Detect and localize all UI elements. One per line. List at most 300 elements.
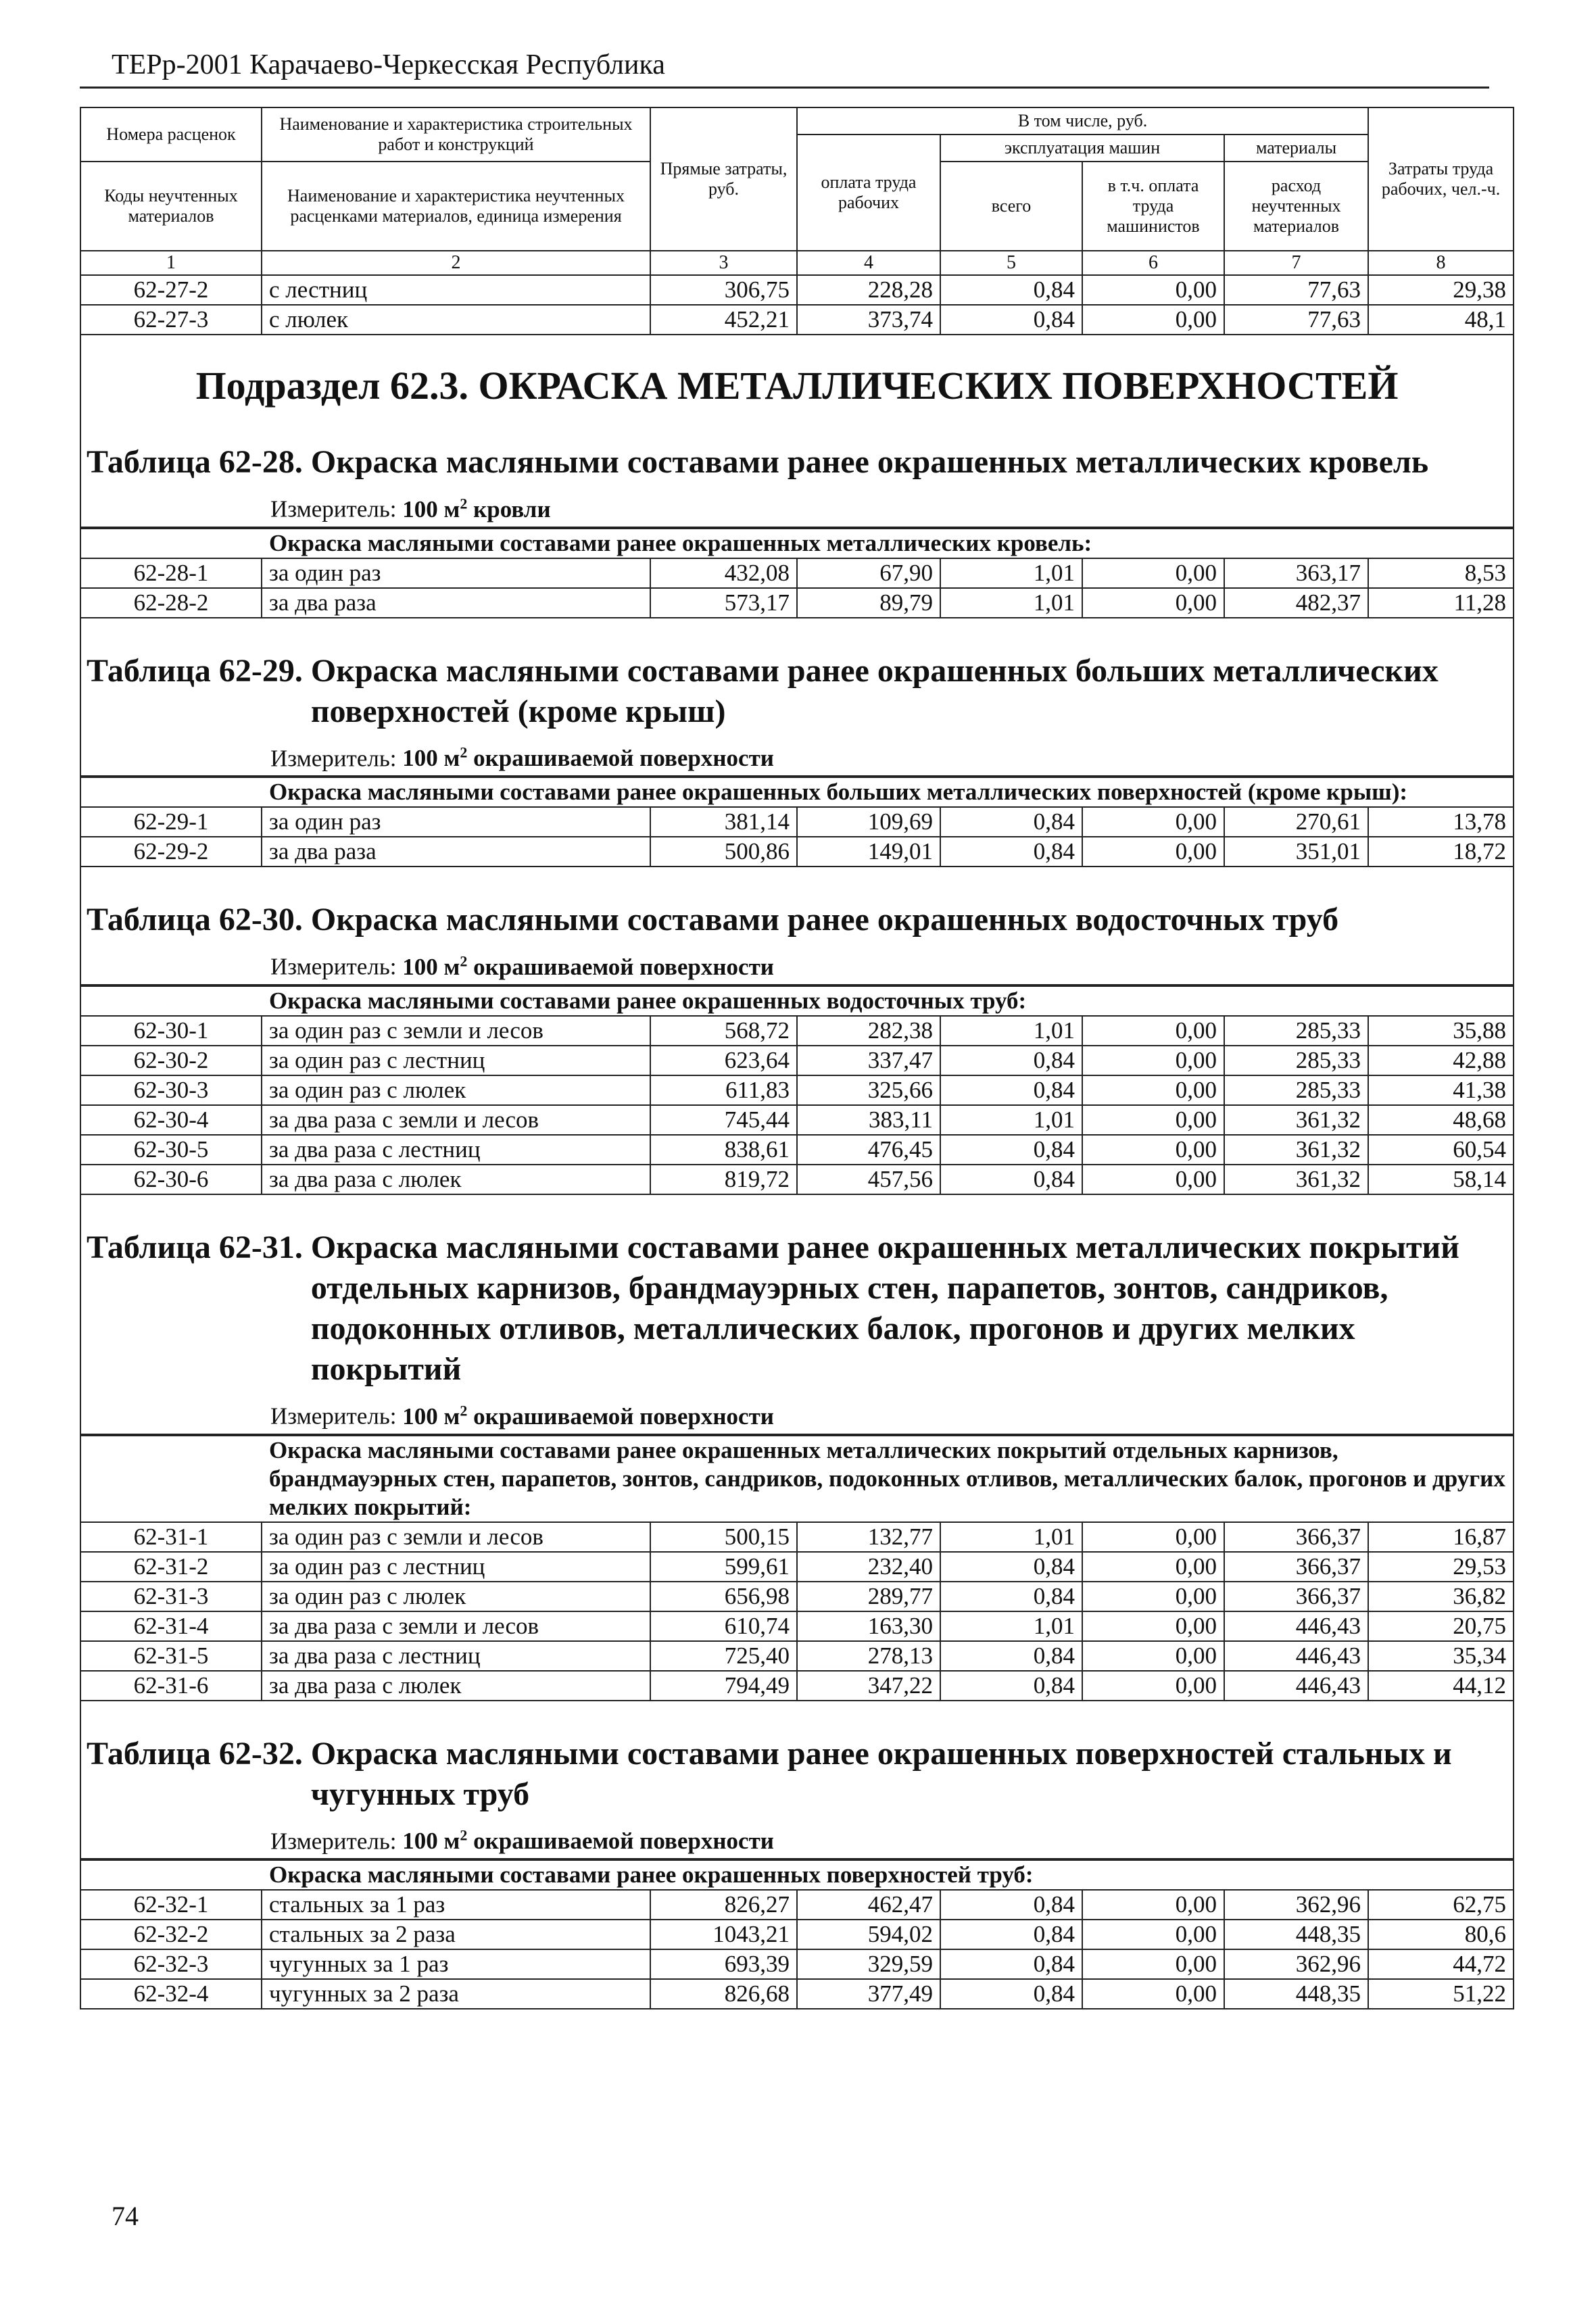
cell-direct: 500,15 [650,1522,797,1552]
table-label: Таблица 62-31. [87,1229,311,1265]
sectionrow-row [80,430,1514,529]
header-wages: оплата труда рабочих [797,135,940,251]
table-row [80,1949,1514,1979]
table-measure [81,944,1513,985]
table-title-text: Окраска масляными составами ранее окрашенных больших металлических поверхностей (кроме крыш) [310,652,1438,729]
cell-direct: 452,21 [650,305,797,335]
cell-name: за один раз [262,558,650,588]
cell-wages: 278,13 [797,1641,940,1671]
sectionrow-row [80,639,1514,778]
cell-direct: 306,75 [650,275,797,305]
cell-operators: 0,00 [1082,1671,1224,1701]
header-materials: материалы [1224,135,1368,162]
measure-prefix: Измеритель: [270,1403,403,1430]
cell-direct: 500,86 [650,837,797,867]
cell-operators: 0,00 [1082,1979,1224,2009]
table-row [80,1611,1514,1641]
header-machines: эксплуатация машин [940,135,1224,162]
measure-suffix: окрашиваемой поверхности [467,1403,774,1430]
table-label: Таблица 62-30. [87,902,311,938]
gap-row [80,867,1514,887]
cell-labor: 42,88 [1368,1046,1514,1075]
cell-labor: 35,34 [1368,1641,1514,1671]
table-caption [81,1215,1513,1435]
table-title [81,887,1513,944]
cell-materials: 366,37 [1224,1552,1368,1582]
cell-materials: 448,35 [1224,1920,1368,1949]
cell-name: с лестниц [262,275,650,305]
cell-name: за один раз с лестниц [262,1046,650,1075]
cell-machines: 1,01 [940,1016,1082,1046]
cell-operators: 0,00 [1082,1890,1224,1920]
header-codes-bottom: Коды неучтенных материалов [80,162,262,251]
cell-labor: 44,72 [1368,1949,1514,1979]
cell-direct: 826,27 [650,1890,797,1920]
cell-operators: 0,00 [1082,1165,1224,1194]
cell-wages: 132,77 [797,1522,940,1552]
measure-prefix: Измеритель: [270,953,403,980]
cell-direct: 611,83 [650,1075,797,1105]
cell-direct: 573,17 [650,588,797,618]
cell-machines: 0,84 [940,1165,1082,1194]
cell-labor: 13,78 [1368,807,1514,837]
cell-direct: 826,68 [650,1979,797,2009]
measure-unit [402,496,550,522]
cell-machines: 0,84 [940,1920,1082,1949]
cell-wages: 89,79 [797,588,940,618]
sectionrow-row [80,1722,1514,1861]
cell-direct: 568,72 [650,1016,797,1046]
measure-superscript: 2 [460,1401,468,1419]
table-body [80,275,1514,2009]
cell-name: за один раз с люлек [262,1075,650,1105]
grouprow-row [80,986,1514,1016]
table-title [81,430,1513,487]
cell-operators: 0,00 [1082,1046,1224,1075]
page-header: ТЕРр-2001 Карачаево-Черкесская Республика [112,49,665,80]
table-row [80,1552,1514,1582]
cell-labor: 58,14 [1368,1165,1514,1194]
cell-direct: 432,08 [650,558,797,588]
cell-direct: 838,61 [650,1135,797,1165]
table-row [80,1671,1514,1701]
cell-code: 62-27-3 [80,305,262,335]
measure-unit [402,1403,774,1430]
gap-row [80,1701,1514,1722]
cell-operators: 0,00 [1082,305,1224,335]
cell-wages: 594,02 [797,1920,940,1949]
table-row [80,1920,1514,1949]
cell-machines: 1,01 [940,1611,1082,1641]
table-label: Таблица 62-32. [87,1735,311,1772]
cell-materials: 366,37 [1224,1522,1368,1552]
header-direct-costs: Прямые затраты, руб. [650,107,797,251]
cell-labor: 62,75 [1368,1890,1514,1920]
cell-materials: 446,43 [1224,1611,1368,1641]
cell-materials: 363,17 [1224,558,1368,588]
cell-labor: 35,88 [1368,1016,1514,1046]
column-number: 6 [1082,251,1224,275]
cell-materials: 285,33 [1224,1046,1368,1075]
column-number: 7 [1224,251,1368,275]
table-title-text: Окраска масляными составами ранее окрашенных водосточных труб [310,902,1339,938]
cell-code: 62-31-4 [80,1611,262,1641]
cell-operators: 0,00 [1082,1552,1224,1582]
group-heading: Окраска масляными составами ранее окрашенных водосточных труб: [80,986,1514,1016]
cell-name: за один раз [262,807,650,837]
cell-labor: 51,22 [1368,1979,1514,2009]
cell-machines: 1,01 [940,588,1082,618]
cell-machines: 0,84 [940,1949,1082,1979]
cell-direct: 725,40 [650,1641,797,1671]
cell-operators: 0,00 [1082,1016,1224,1046]
sectionrow-cell [80,639,1514,778]
cell-materials: 351,01 [1224,837,1368,867]
gap-cell [80,1194,1514,1215]
cell-wages: 289,77 [797,1582,940,1611]
measure-superscript: 2 [460,952,468,970]
cell-name: за два раза с лестниц [262,1135,650,1165]
table-row [80,1890,1514,1920]
table-row [80,1135,1514,1165]
cell-operators: 0,00 [1082,1135,1224,1165]
table-row [80,1979,1514,2009]
cell-code: 62-30-3 [80,1075,262,1105]
header-machines-total: всего [940,162,1082,251]
cell-labor: 48,1 [1368,305,1514,335]
cell-name: за один раз с земли и лесов [262,1522,650,1552]
cell-code: 62-31-3 [80,1582,262,1611]
cell-machines: 0,84 [940,837,1082,867]
cell-code: 62-32-3 [80,1949,262,1979]
table-row [80,1105,1514,1135]
sectionrow-cell [80,1722,1514,1861]
cell-operators: 0,00 [1082,588,1224,618]
measure-unit [402,954,774,980]
cell-code: 62-28-2 [80,588,262,618]
cell-materials: 362,96 [1224,1890,1368,1920]
table-row [80,837,1514,867]
cell-code: 62-30-1 [80,1016,262,1046]
sectionrow-cell [80,430,1514,529]
sectionrow-cell [80,335,1514,430]
cell-name: за один раз с земли и лесов [262,1016,650,1046]
cell-name: за два раза [262,588,650,618]
table-title-text: Окраска масляными составами ранее окрашенных поверхностей стальных и чугунных труб [310,1735,1452,1812]
group-heading: Окраска масляными составами ранее окрашенных металлических покрытий отдельных карнизов, брандмауэрных стен, парапетов, зонтов, сандриков, подоконных отливов, металлических балок, прогонов и других мелких покрытий: [80,1436,1514,1522]
cell-operators: 0,00 [1082,1075,1224,1105]
subsection-title: Подраздел 62.3. ОКРАСКА МЕТАЛЛИЧЕСКИХ ПОВЕРХНОСТЕЙ [195,364,1399,408]
header-materials-consumption: расход неучтенных материалов [1224,162,1368,251]
cell-wages: 163,30 [797,1611,940,1641]
cell-code: 62-30-5 [80,1135,262,1165]
page-number: 74 [112,2201,139,2231]
grouprow-row [80,529,1514,558]
cell-name: чугунных за 2 раза [262,1979,650,2009]
measure-value: 100 м [402,953,460,980]
cell-labor: 29,53 [1368,1552,1514,1582]
measure-unit [402,1828,774,1854]
column-number: 2 [262,251,650,275]
measure-superscript: 2 [460,744,468,761]
cell-name: чугунных за 1 раз [262,1949,650,1979]
cell-name: стальных за 1 раз [262,1890,650,1920]
cell-direct: 819,72 [650,1165,797,1194]
table-row [80,305,1514,335]
cell-code: 62-31-5 [80,1641,262,1671]
cell-operators: 0,00 [1082,1949,1224,1979]
cell-wages: 329,59 [797,1949,940,1979]
cell-name: с люлек [262,305,650,335]
table-title [81,1722,1513,1819]
cell-labor: 29,38 [1368,275,1514,305]
table-head [80,107,1514,275]
cell-machines: 0,84 [940,1890,1082,1920]
cell-code: 62-32-4 [80,1979,262,2009]
cell-direct: 381,14 [650,807,797,837]
cell-code: 62-30-6 [80,1165,262,1194]
table-caption [81,430,1513,528]
measure-suffix: окрашиваемой поверхности [467,745,774,772]
cell-code: 62-32-2 [80,1920,262,1949]
cell-labor: 20,75 [1368,1611,1514,1641]
cell-direct: 623,64 [650,1046,797,1075]
cell-materials: 361,32 [1224,1165,1368,1194]
cell-operators: 0,00 [1082,1522,1224,1552]
cell-materials: 446,43 [1224,1641,1368,1671]
cell-machines: 0,84 [940,305,1082,335]
cell-operators: 0,00 [1082,1920,1224,1949]
cell-code: 62-29-2 [80,837,262,867]
sectionrow-cell [80,887,1514,986]
cell-wages: 476,45 [797,1135,940,1165]
sectionrow-row [80,887,1514,986]
header-rule [80,87,1489,89]
cell-machines: 0,84 [940,1582,1082,1611]
grouprow-row [80,777,1514,807]
cell-code: 62-31-6 [80,1671,262,1701]
measure-suffix: окрашиваемой поверхности [467,1828,774,1855]
cell-code: 62-27-2 [80,275,262,305]
cell-wages: 228,28 [797,275,940,305]
cell-materials: 366,37 [1224,1582,1368,1611]
header-name-bottom: Наименование и характеристика неучтенных расценками материалов, единица измерения [262,162,650,251]
cell-name: за два раза с люлек [262,1165,650,1194]
cell-labor: 11,28 [1368,588,1514,618]
cell-wages: 67,90 [797,558,940,588]
table-title [81,639,1513,736]
cell-operators: 0,00 [1082,275,1224,305]
table-title-text: Окраска масляными составами ранее окрашенных металлических покрытий отдельных карнизов, брандмауэрных стен, парапетов, зонтов, сандриков, подоконных отливов, металлических балок, прогонов и других мелких покрытий [310,1229,1459,1387]
cell-code: 62-31-1 [80,1522,262,1552]
cell-operators: 0,00 [1082,837,1224,867]
cell-labor: 44,12 [1368,1671,1514,1701]
measure-unit [402,745,774,771]
table-title [81,1215,1513,1394]
cell-name: за два раза с земли и лесов [262,1611,650,1641]
cell-direct: 745,44 [650,1105,797,1135]
cell-materials: 361,32 [1224,1105,1368,1135]
table-row [80,1046,1514,1075]
cell-wages: 232,40 [797,1552,940,1582]
cell-wages: 282,38 [797,1016,940,1046]
cell-direct: 656,98 [650,1582,797,1611]
sectionrow-row [80,335,1514,430]
header-operators-wages: в т.ч. оплата труда машинистов [1082,162,1224,251]
cell-direct: 599,61 [650,1552,797,1582]
cell-machines: 1,01 [940,1105,1082,1135]
gap-row [80,1194,1514,1215]
cell-materials: 482,37 [1224,588,1368,618]
cell-machines: 0,84 [940,807,1082,837]
header-codes-top: Номера расценок [80,107,262,162]
cell-labor: 18,72 [1368,837,1514,867]
table-row [80,558,1514,588]
cell-direct: 794,49 [650,1671,797,1701]
table-measure [81,487,1513,528]
cell-code: 62-28-1 [80,558,262,588]
group-heading: Окраска масляными составами ранее окрашенных поверхностей труб: [80,1860,1514,1890]
cell-materials: 77,63 [1224,275,1368,305]
cell-operators: 0,00 [1082,1611,1224,1641]
table-measure [81,736,1513,777]
cell-labor: 41,38 [1368,1075,1514,1105]
table-label: Таблица 62-29. [87,652,311,689]
cell-materials: 270,61 [1224,807,1368,837]
table-row [80,1582,1514,1611]
sectionrow-row [80,1215,1514,1436]
table-caption [81,639,1513,777]
table-row [80,1641,1514,1671]
cell-machines: 0,84 [940,1552,1082,1582]
header-name-top: Наименование и характеристика строительных работ и конструкций [262,107,650,162]
cell-materials: 361,32 [1224,1135,1368,1165]
cell-operators: 0,00 [1082,1105,1224,1135]
cell-code: 62-32-1 [80,1890,262,1920]
cell-wages: 373,74 [797,305,940,335]
cell-direct: 1043,21 [650,1920,797,1949]
grouprow-row [80,1860,1514,1890]
table-row [80,588,1514,618]
cell-name: за два раза с земли и лесов [262,1105,650,1135]
cell-code: 62-29-1 [80,807,262,837]
cell-labor: 36,82 [1368,1582,1514,1611]
measure-superscript: 2 [460,1826,468,1844]
measure-prefix: Измеритель: [270,495,403,522]
cell-machines: 0,84 [940,1671,1082,1701]
cell-materials: 285,33 [1224,1075,1368,1105]
cell-operators: 0,00 [1082,807,1224,837]
measure-value: 100 м [402,1403,460,1430]
cell-labor: 48,68 [1368,1105,1514,1135]
sectionrow-cell [80,1215,1514,1436]
measure-superscript: 2 [460,495,468,512]
cell-materials: 446,43 [1224,1671,1368,1701]
grouprow-row [80,1436,1514,1522]
cell-operators: 0,00 [1082,1582,1224,1611]
table-caption [81,887,1513,985]
cell-name: за один раз с лестниц [262,1552,650,1582]
header-including: В том числе, руб. [797,107,1368,135]
cell-operators: 0,00 [1082,558,1224,588]
cell-machines: 0,84 [940,1979,1082,2009]
cell-machines: 0,84 [940,1135,1082,1165]
cell-machines: 0,84 [940,1046,1082,1075]
cell-wages: 462,47 [797,1890,940,1920]
cell-materials: 448,35 [1224,1979,1368,2009]
column-number: 3 [650,251,797,275]
cell-direct: 693,39 [650,1949,797,1979]
cell-wages: 337,47 [797,1046,940,1075]
cell-name: за два раза [262,837,650,867]
measure-suffix: окрашиваемой поверхности [467,953,774,980]
measure-prefix: Измеритель: [270,745,403,772]
gap-row [80,618,1514,639]
column-number: 1 [80,251,262,275]
cell-materials: 362,96 [1224,1949,1368,1979]
cell-labor: 80,6 [1368,1920,1514,1949]
cell-name: за один раз с люлек [262,1582,650,1611]
table-row [80,1075,1514,1105]
cell-direct: 610,74 [650,1611,797,1641]
cell-materials: 77,63 [1224,305,1368,335]
cell-materials: 285,33 [1224,1016,1368,1046]
measure-value: 100 м [402,495,460,522]
rates-table [80,107,1514,2009]
table-row [80,1165,1514,1194]
rates-document [80,107,1513,2009]
table-label: Таблица 62-28. [87,444,311,480]
cell-wages: 325,66 [797,1075,940,1105]
cell-code: 62-31-2 [80,1552,262,1582]
cell-wages: 377,49 [797,1979,940,2009]
gap-cell [80,1701,1514,1722]
cell-labor: 60,54 [1368,1135,1514,1165]
cell-machines: 0,84 [940,275,1082,305]
header-labor-costs: Затраты труда рабочих, чел.-ч. [1368,107,1514,251]
cell-machines: 1,01 [940,1522,1082,1552]
cell-labor: 16,87 [1368,1522,1514,1552]
gap-cell [80,618,1514,639]
cell-machines: 1,01 [940,558,1082,588]
cell-labor: 8,53 [1368,558,1514,588]
table-measure [81,1819,1513,1860]
table-title-text: Окраска масляными составами ранее окрашенных металлических кровель [310,444,1429,480]
measure-suffix: кровли [467,495,551,522]
table-caption [81,1722,1513,1860]
cell-code: 62-30-2 [80,1046,262,1075]
table-measure [81,1394,1513,1435]
cell-machines: 0,84 [940,1075,1082,1105]
measure-value: 100 м [402,745,460,772]
group-heading: Окраска масляными составами ранее окрашенных металлических кровель: [80,529,1514,558]
table-row [80,807,1514,837]
cell-name: стальных за 2 раза [262,1920,650,1949]
table-row [80,275,1514,305]
cell-operators: 0,00 [1082,1641,1224,1671]
cell-wages: 149,01 [797,837,940,867]
column-number: 5 [940,251,1082,275]
column-number: 8 [1368,251,1514,275]
measure-prefix: Измеритель: [270,1828,403,1855]
cell-wages: 347,22 [797,1671,940,1701]
table-row [80,1016,1514,1046]
cell-wages: 457,56 [797,1165,940,1194]
cell-code: 62-30-4 [80,1105,262,1135]
column-number: 4 [797,251,940,275]
table-row [80,1522,1514,1552]
cell-machines: 0,84 [940,1641,1082,1671]
